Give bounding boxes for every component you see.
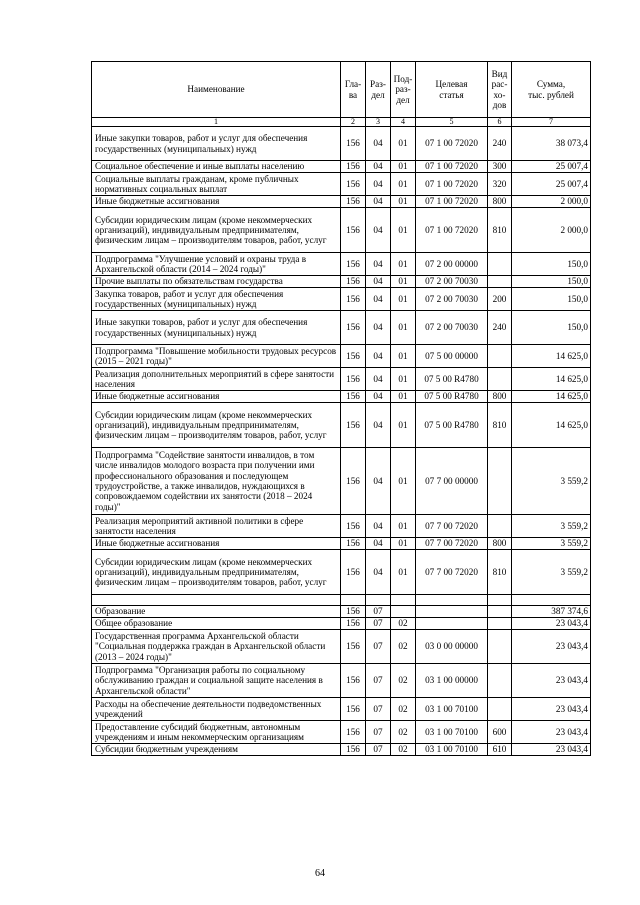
- row-glava: 156: [341, 311, 366, 345]
- row-vid: [488, 664, 512, 698]
- row-sum: 23 043,4: [512, 698, 591, 721]
- row-target: 07 7 00 72020: [416, 550, 488, 595]
- table-header-row: [92, 62, 591, 118]
- table-row: [92, 664, 591, 698]
- row-vid: [488, 618, 512, 630]
- row-podrazdel: 01: [391, 253, 416, 276]
- row-podrazdel: 02: [391, 664, 416, 698]
- row-target: [416, 606, 488, 618]
- table-row: [92, 391, 591, 403]
- row-name: Субсидии юридическим лицам (кроме некоммерческих организаций), индивидуальным предпринимателям, физическим лицам – производителям товаров, работ, услуг: [92, 208, 341, 253]
- row-sum: 3 559,2: [512, 550, 591, 595]
- row-podrazdel: 01: [391, 391, 416, 403]
- row-target: 03 0 00 00000: [416, 630, 488, 664]
- row-podrazdel: 02: [391, 698, 416, 721]
- row-podrazdel: 01: [391, 538, 416, 550]
- row-name: Иные бюджетные ассигнования: [92, 196, 341, 208]
- row-name: Расходы на обеспечение деятельности подведомственных учреждений: [92, 698, 341, 721]
- row-vid: 240: [488, 311, 512, 345]
- row-sum: 38 073,4: [512, 127, 591, 161]
- row-target: 07 2 00 00000: [416, 253, 488, 276]
- row-sum: 14 625,0: [512, 368, 591, 391]
- row-target: 07 1 00 72020: [416, 208, 488, 253]
- row-target: 07 7 00 72020: [416, 538, 488, 550]
- row-target: 07 2 00 70030: [416, 288, 488, 311]
- row-podrazdel: 01: [391, 288, 416, 311]
- row-vid: [488, 448, 512, 515]
- row-razdel: 04: [366, 550, 391, 595]
- row-vid: 800: [488, 538, 512, 550]
- row-vid: 800: [488, 196, 512, 208]
- row-sum: 150,0: [512, 311, 591, 345]
- row-target: 03 1 00 70100: [416, 698, 488, 721]
- row-target: 07 5 00 R4780: [416, 368, 488, 391]
- row-podrazdel: 02: [391, 618, 416, 630]
- page-number: 64: [315, 868, 325, 879]
- row-glava: 156: [341, 698, 366, 721]
- row-razdel: 04: [366, 391, 391, 403]
- row-target: 07 1 00 72020: [416, 161, 488, 173]
- row-vid: [488, 606, 512, 618]
- header-target: Целевая статья: [416, 62, 488, 118]
- column-number: 7: [512, 118, 591, 127]
- row-glava: 156: [341, 403, 366, 448]
- row-razdel: 07: [366, 618, 391, 630]
- row-sum: 14 625,0: [512, 391, 591, 403]
- table-body: [92, 127, 591, 756]
- row-vid: 800: [488, 391, 512, 403]
- row-sum: 150,0: [512, 276, 591, 288]
- row-sum: 23 043,4: [512, 721, 591, 744]
- row-vid: [488, 253, 512, 276]
- row-podrazdel: 02: [391, 744, 416, 756]
- row-vid: [488, 368, 512, 391]
- row-razdel: 07: [366, 698, 391, 721]
- row-target: 07 7 00 00000: [416, 448, 488, 515]
- row-podrazdel: 01: [391, 515, 416, 538]
- row-razdel: 07: [366, 664, 391, 698]
- header-vid: Вид рас- хо- дов: [488, 62, 512, 118]
- header-podrazdel: Под- раз- дел: [391, 62, 416, 118]
- row-razdel: 04: [366, 403, 391, 448]
- row-sum: 23 043,4: [512, 630, 591, 664]
- table-row: [92, 515, 591, 538]
- column-number: 6: [488, 118, 512, 127]
- row-name: Подпрограмма "Содействие занятости инвалидов, в том числе инвалидов молодого возраста при получении ими профессионального образования и последующем трудоустройстве, а также инвалидов, нуждающихся в сопровождаемом содействии их занятости (2018 – 2024 годы)": [92, 448, 341, 515]
- row-podrazdel: 01: [391, 368, 416, 391]
- row-sum: [512, 595, 591, 606]
- row-target: 07 1 00 72020: [416, 127, 488, 161]
- row-vid: 810: [488, 208, 512, 253]
- row-vid: 320: [488, 173, 512, 196]
- header-name: Наименование: [92, 62, 341, 118]
- row-sum: 2 000,0: [512, 208, 591, 253]
- row-name: Подпрограмма "Улучшение условий и охраны труда в Архангельской области (2014 – 2024 годы)": [92, 253, 341, 276]
- row-glava: 156: [341, 630, 366, 664]
- row-name: Реализация мероприятий активной политики в сфере занятости населения: [92, 515, 341, 538]
- row-glava: [341, 595, 366, 606]
- row-razdel: 07: [366, 606, 391, 618]
- row-podrazdel: 01: [391, 173, 416, 196]
- row-sum: 3 559,2: [512, 515, 591, 538]
- table-row: [92, 276, 591, 288]
- table-row: [92, 311, 591, 345]
- column-number: 4: [391, 118, 416, 127]
- row-name: Иные бюджетные ассигнования: [92, 538, 341, 550]
- row-glava: 156: [341, 196, 366, 208]
- table-row: [92, 173, 591, 196]
- row-podrazdel: 01: [391, 550, 416, 595]
- row-razdel: 04: [366, 253, 391, 276]
- row-glava: 156: [341, 288, 366, 311]
- row-name: Государственная программа Архангельской области "Социальная поддержка граждан в Архангельской области (2013 – 2024 годы)": [92, 630, 341, 664]
- row-glava: 156: [341, 664, 366, 698]
- row-vid: [488, 345, 512, 368]
- row-glava: 156: [341, 448, 366, 515]
- row-sum: 150,0: [512, 253, 591, 276]
- row-target: 07 2 00 70030: [416, 311, 488, 345]
- row-name: Подпрограмма "Повышение мобильности трудовых ресурсов (2015 – 2021 годы)": [92, 345, 341, 368]
- column-number: 5: [416, 118, 488, 127]
- row-sum: 23 043,4: [512, 618, 591, 630]
- row-sum: 23 043,4: [512, 744, 591, 756]
- row-name: Социальное обеспечение и иные выплаты населению: [92, 161, 341, 173]
- table-row: [92, 448, 591, 515]
- row-vid: 200: [488, 288, 512, 311]
- row-name: Общее образование: [92, 618, 341, 630]
- row-vid: [488, 595, 512, 606]
- row-razdel: 04: [366, 127, 391, 161]
- row-razdel: [366, 595, 391, 606]
- row-target: [416, 595, 488, 606]
- row-name: Предоставление субсидий бюджетным, автономным учреждениям и иным некоммерческим организациям: [92, 721, 341, 744]
- row-vid: 610: [488, 744, 512, 756]
- row-glava: 156: [341, 276, 366, 288]
- row-sum: 25 007,4: [512, 161, 591, 173]
- row-sum: 2 000,0: [512, 196, 591, 208]
- row-razdel: 04: [366, 288, 391, 311]
- table-row: [92, 208, 591, 253]
- row-glava: 156: [341, 368, 366, 391]
- row-target: 03 1 00 00000: [416, 664, 488, 698]
- row-sum: 14 625,0: [512, 345, 591, 368]
- row-podrazdel: 01: [391, 196, 416, 208]
- row-target: [416, 618, 488, 630]
- row-glava: 156: [341, 550, 366, 595]
- header-sum: Сумма, тыс. рублей: [512, 62, 591, 118]
- row-podrazdel: [391, 595, 416, 606]
- table-row: [92, 538, 591, 550]
- row-glava: 156: [341, 618, 366, 630]
- header-razdel: Раз- дел: [366, 62, 391, 118]
- row-podrazdel: 01: [391, 161, 416, 173]
- row-name: Подпрограмма "Организация работы по социальному обслуживанию граждан и социальной защите населения в Архангельской области": [92, 664, 341, 698]
- table-row: [92, 253, 591, 276]
- row-razdel: 07: [366, 630, 391, 664]
- row-target: 03 1 00 70100: [416, 721, 488, 744]
- row-vid: [488, 698, 512, 721]
- table-row: [92, 161, 591, 173]
- table-row: [92, 595, 591, 606]
- row-glava: 156: [341, 515, 366, 538]
- row-vid: [488, 630, 512, 664]
- row-sum: 23 043,4: [512, 664, 591, 698]
- row-razdel: 04: [366, 448, 391, 515]
- column-number: 3: [366, 118, 391, 127]
- row-sum: 14 625,0: [512, 403, 591, 448]
- row-podrazdel: 02: [391, 721, 416, 744]
- row-target: 07 7 00 72020: [416, 515, 488, 538]
- table-row: [92, 345, 591, 368]
- budget-table: [91, 61, 591, 756]
- row-razdel: 04: [366, 345, 391, 368]
- row-vid: 810: [488, 403, 512, 448]
- column-number-row: [92, 118, 591, 127]
- row-podrazdel: 02: [391, 630, 416, 664]
- header-glava: Гла- ва: [341, 62, 366, 118]
- row-glava: 156: [341, 127, 366, 161]
- row-glava: 156: [341, 538, 366, 550]
- row-glava: 156: [341, 606, 366, 618]
- row-name: Закупка товаров, работ и услуг для обеспечения государственных (муниципальных) нужд: [92, 288, 341, 311]
- row-target: 07 5 00 R4780: [416, 391, 488, 403]
- row-name: Субсидии юридическим лицам (кроме некоммерческих организаций), индивидуальным предпринимателям, физическим лицам – производителям товаров, работ, услуг: [92, 403, 341, 448]
- row-name: Иные бюджетные ассигнования: [92, 391, 341, 403]
- row-razdel: 04: [366, 173, 391, 196]
- row-razdel: 04: [366, 196, 391, 208]
- table-row: [92, 196, 591, 208]
- column-number: 1: [92, 118, 341, 127]
- row-target: 07 2 00 70030: [416, 276, 488, 288]
- row-sum: 3 559,2: [512, 448, 591, 515]
- row-podrazdel: 01: [391, 208, 416, 253]
- row-razdel: 04: [366, 276, 391, 288]
- row-podrazdel: [391, 606, 416, 618]
- row-sum: 387 374,6: [512, 606, 591, 618]
- row-target: 07 1 00 72020: [416, 196, 488, 208]
- row-razdel: 04: [366, 538, 391, 550]
- row-razdel: 04: [366, 161, 391, 173]
- row-glava: 156: [341, 161, 366, 173]
- row-vid: 810: [488, 550, 512, 595]
- table-row: [92, 288, 591, 311]
- row-razdel: 04: [366, 208, 391, 253]
- row-podrazdel: 01: [391, 345, 416, 368]
- table-row: [92, 618, 591, 630]
- row-glava: 156: [341, 173, 366, 196]
- row-target: 07 5 00 R4780: [416, 403, 488, 448]
- row-razdel: 04: [366, 311, 391, 345]
- row-razdel: 07: [366, 721, 391, 744]
- row-razdel: 07: [366, 744, 391, 756]
- table-row: [92, 721, 591, 744]
- row-name: Иные закупки товаров, работ и услуг для обеспечения государственных (муниципальных) нужд: [92, 127, 341, 161]
- row-target: 07 5 00 00000: [416, 345, 488, 368]
- row-name: Реализация дополнительных мероприятий в сфере занятости населения: [92, 368, 341, 391]
- row-name: Социальные выплаты гражданам, кроме публичных нормативных социальных выплат: [92, 173, 341, 196]
- row-sum: 3 559,2: [512, 538, 591, 550]
- table-row: [92, 630, 591, 664]
- row-glava: 156: [341, 208, 366, 253]
- row-target: 07 1 00 72020: [416, 173, 488, 196]
- row-name: Иные закупки товаров, работ и услуг для обеспечения государственных (муниципальных) нужд: [92, 311, 341, 345]
- row-podrazdel: 01: [391, 311, 416, 345]
- table-row: [92, 368, 591, 391]
- row-razdel: 04: [366, 368, 391, 391]
- row-glava: 156: [341, 391, 366, 403]
- row-name: [92, 595, 341, 606]
- row-name: Субсидии юридическим лицам (кроме некоммерческих организаций), индивидуальным предпринимателям, физическим лицам – производителям товаров, работ, услуг: [92, 550, 341, 595]
- row-target: 03 1 00 70100: [416, 744, 488, 756]
- row-vid: 600: [488, 721, 512, 744]
- row-podrazdel: 01: [391, 127, 416, 161]
- row-podrazdel: 01: [391, 403, 416, 448]
- table-row: [92, 550, 591, 595]
- row-sum: 150,0: [512, 288, 591, 311]
- row-podrazdel: 01: [391, 276, 416, 288]
- column-number: 2: [341, 118, 366, 127]
- row-glava: 156: [341, 253, 366, 276]
- row-name: Образование: [92, 606, 341, 618]
- row-razdel: 04: [366, 515, 391, 538]
- row-podrazdel: 01: [391, 448, 416, 515]
- table-row: [92, 744, 591, 756]
- row-name: Субсидии бюджетным учреждениям: [92, 744, 341, 756]
- row-glava: 156: [341, 345, 366, 368]
- row-vid: 240: [488, 127, 512, 161]
- table-row: [92, 698, 591, 721]
- row-sum: 25 007,4: [512, 173, 591, 196]
- row-vid: 300: [488, 161, 512, 173]
- row-vid: [488, 515, 512, 538]
- row-glava: 156: [341, 744, 366, 756]
- table-row: [92, 606, 591, 618]
- table-row: [92, 403, 591, 448]
- table-row: [92, 127, 591, 161]
- row-glava: 156: [341, 721, 366, 744]
- row-name: Прочие выплаты по обязательствам государства: [92, 276, 341, 288]
- row-vid: [488, 276, 512, 288]
